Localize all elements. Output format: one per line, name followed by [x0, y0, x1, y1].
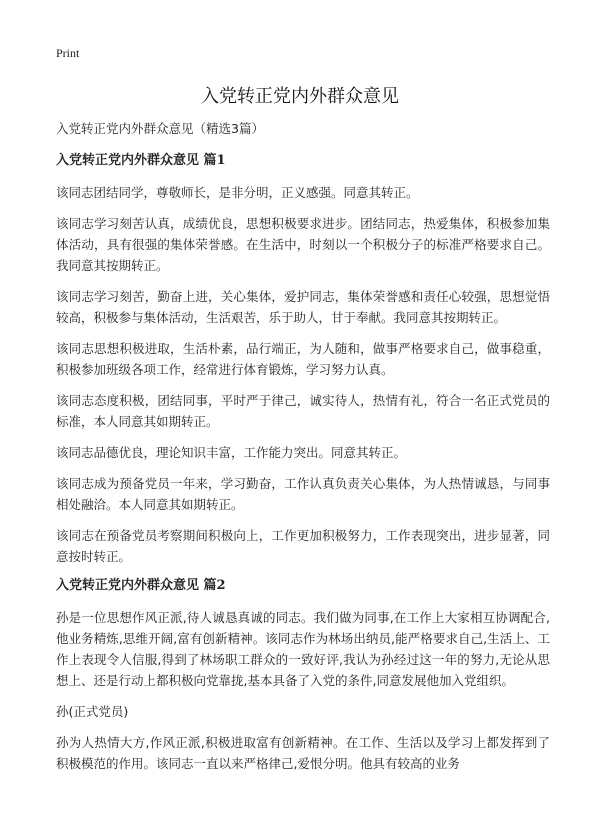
- document-body: [56, 120, 550, 784]
- paragraph: 该同志学习刻苦认真，成绩优良，思想积极要求进步。团结同志，热爱集体，积极参加集体活动，具有很强的集体荣誉感。在生活中，时刻以一个积极分子的标准严格要求自己。我同意其按期转正。: [56, 216, 550, 273]
- section-heading-2: 入党转正党内外群众意见 篇2: [56, 578, 226, 593]
- paragraph: 孙是一位思想作风正派,待人诚恳真诚的同志。我们做为同事,在工作上大家相互协调配合,他业务精炼,思维开阔,富有创新精神。该同志作为林场出纳员,能严格要求自己,生活上、工作上表现令人信服,得到了林场职工群众的一致好评,我认为孙经过这一年的努力,无论从思想上、还是行动上都积极向党靠拢,基本具备了入党的条件,同意发展他加入党组织。: [56, 610, 550, 688]
- section-heading-1: 入党转正党内外群众意见 篇1: [56, 153, 226, 168]
- paragraph: 该同志在预备党员考察期间积极向上，工作更加积极努力，工作表现突出，进步显著，同意按时转正。: [56, 528, 550, 564]
- paragraph: 该同志成为预备党员一年来，学习勤奋，工作认真负责关心集体，为人热情诚恳，与同事相处融洽。本人同意其如期转正。: [56, 476, 550, 512]
- paragraph: 孙(正式党员): [56, 704, 129, 719]
- document-subtitle: 入党转正党内外群众意见（精选3篇）: [56, 121, 264, 136]
- page-title: 入党转正党内外群众意见: [201, 86, 399, 107]
- paragraph: 该同志品德优良，理论知识丰富，工作能力突出。同意其转正。: [56, 445, 407, 460]
- paragraph: 孙为人热情大方,作风正派,积极进取富有创新精神。在工作、生活以及学习上都发挥到了积极模范的作用。该同志一直以来严格律己,爱恨分明。他具有较高的业务: [56, 735, 550, 771]
- paragraph: 该同志思想积极进取，生活朴素，品行端正，为人随和，做事严格要求自己，做事稳重，积极参加班级各项工作，经常进行体育锻炼，学习努力认真。: [56, 341, 550, 377]
- print-link[interactable]: Print: [56, 46, 80, 60]
- paragraph: 该同志学习刻苦，勤奋上进，关心集体，爱护同志，集体荣誉感和责任心较强，思想觉悟较高，积极参与集体活动，生活艰苦，乐于助人，甘于奉献。我同意其按期转正。: [56, 289, 550, 325]
- paragraph: 该同志团结同学，尊敬师长，是非分明，正义感强。同意其转正。: [56, 185, 419, 200]
- paragraph: 该同志态度积极，团结同事，平时严于律己，诚实待人，热情有礼，符合一名正式党员的标准，本人同意其如期转正。: [56, 393, 550, 429]
